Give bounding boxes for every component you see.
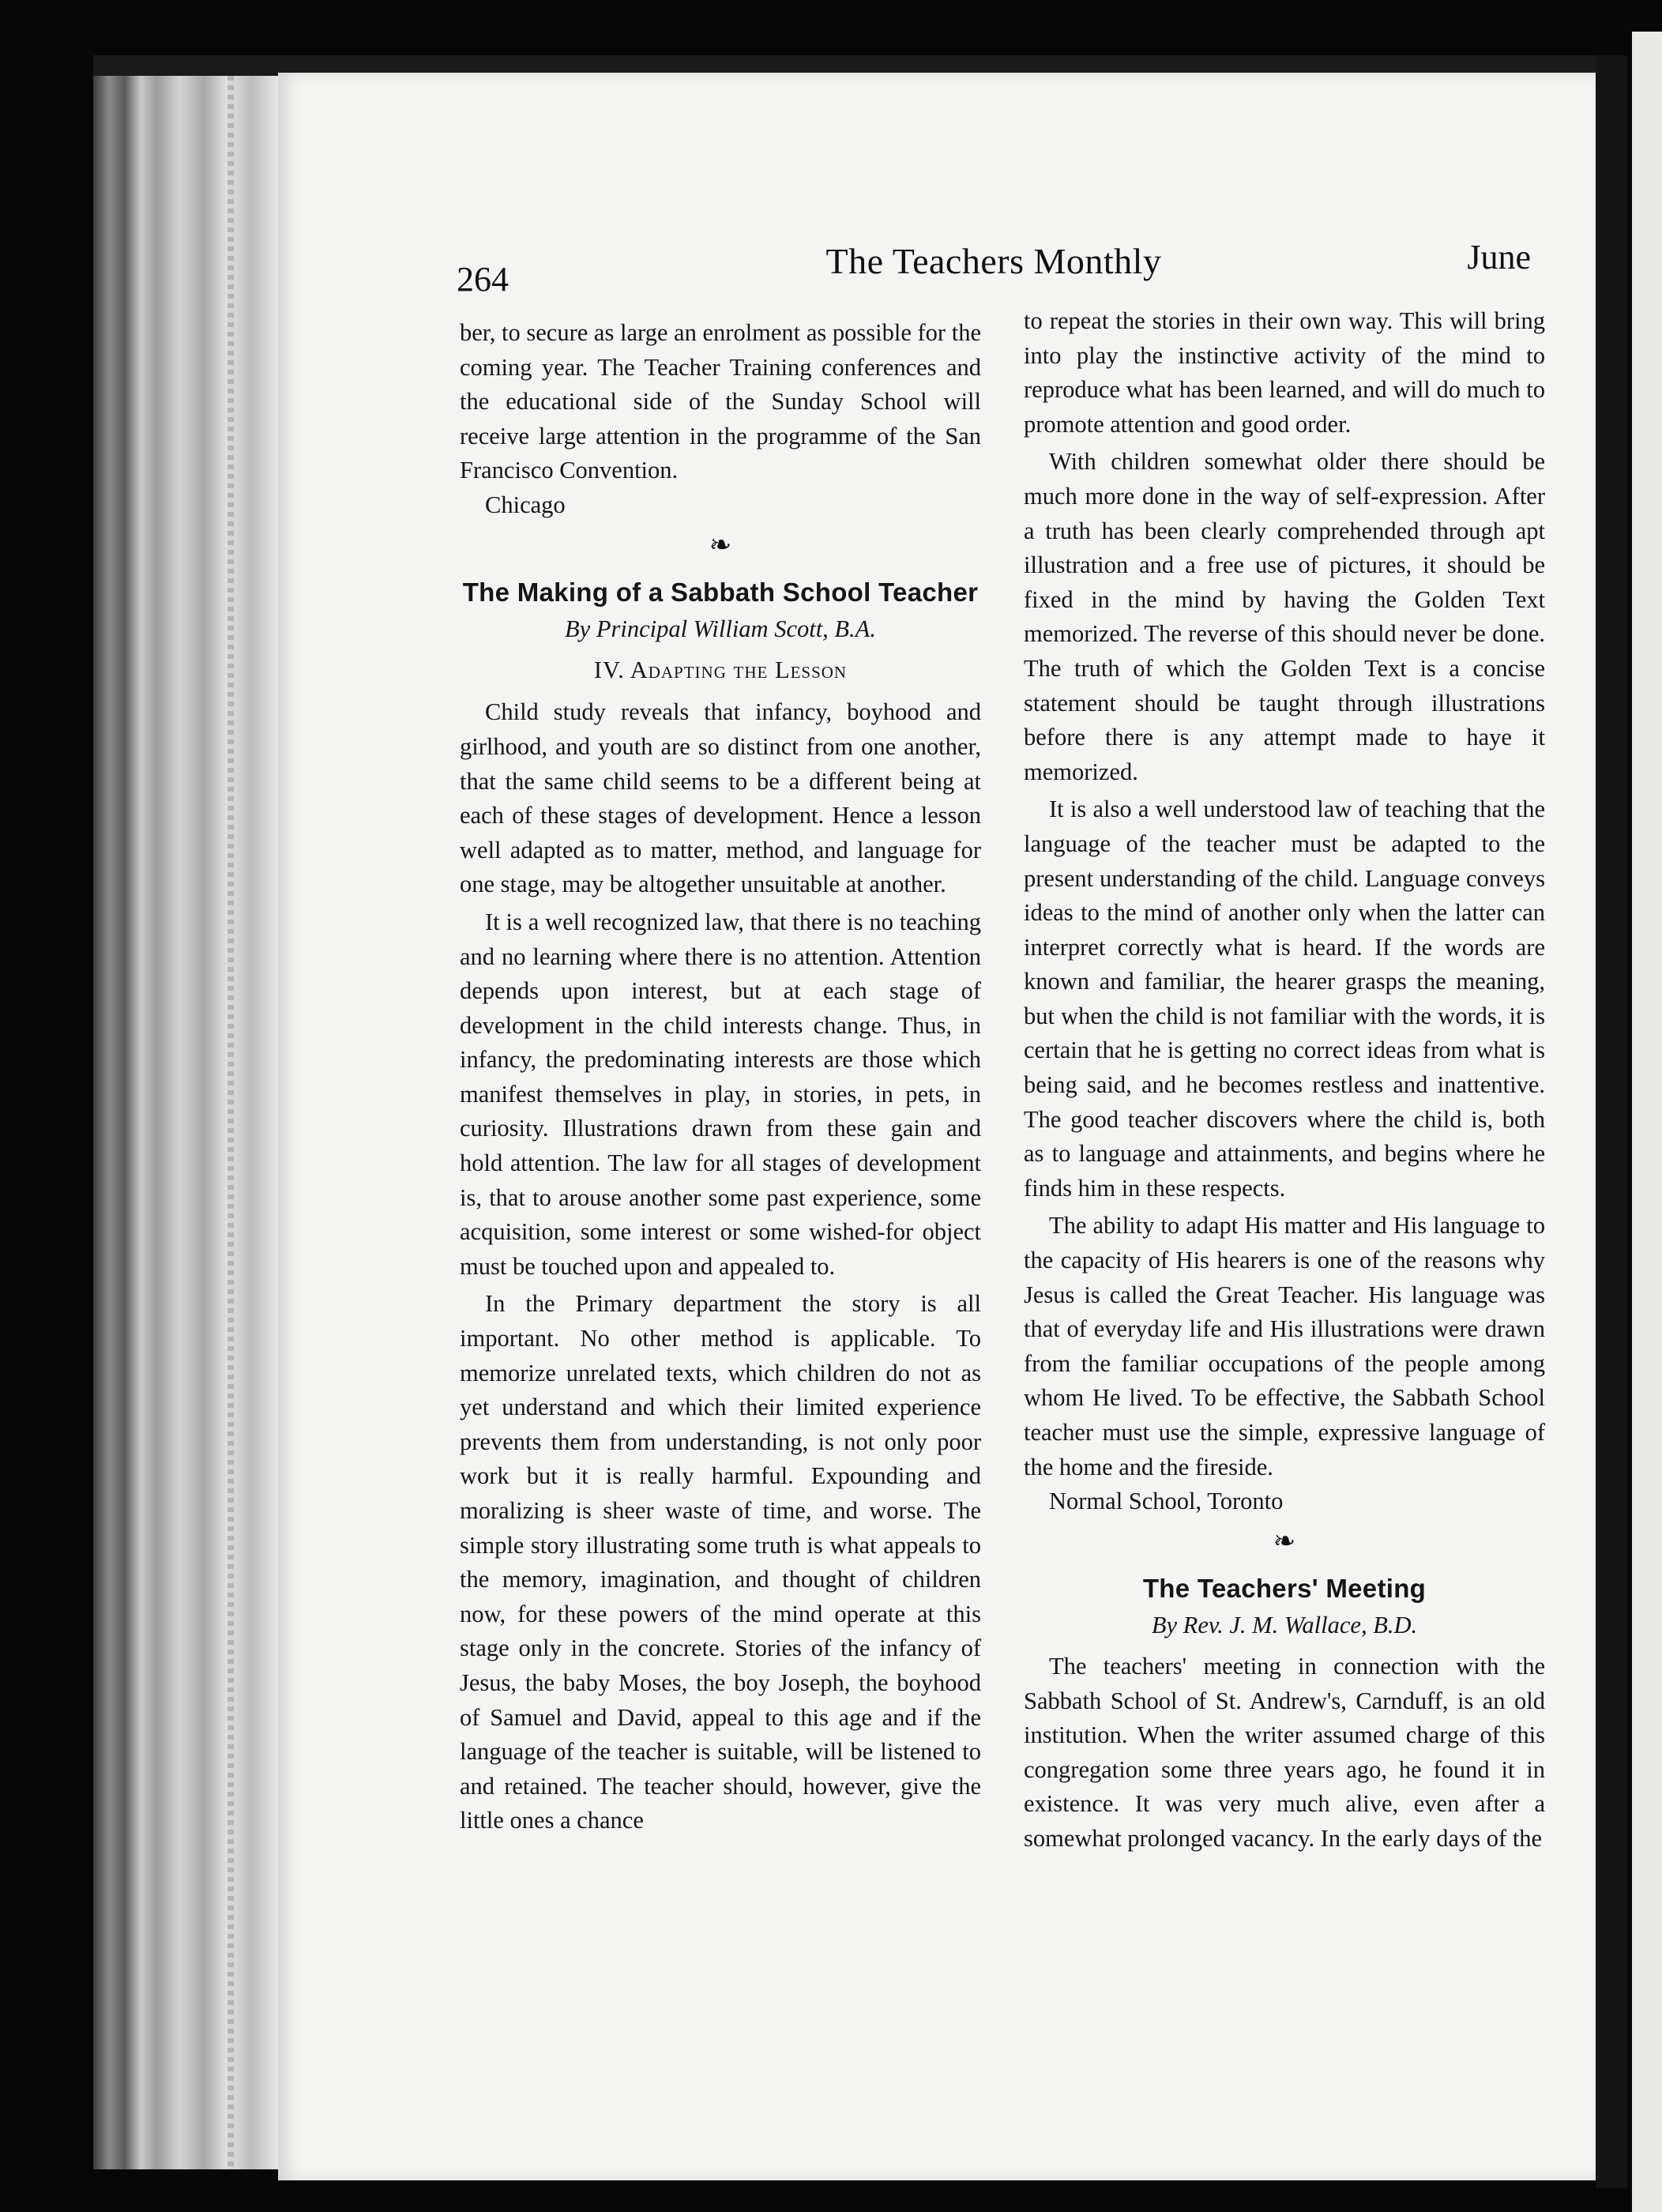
body-paragraph: The ability to adapt His matter and His language to the capacity of His hearers is one of the reasons why Jesus is called the Great Teacher. His language was that of everyday life and His illustrations were drawn from the familiar occupations of the people among whom He lived. To be effective, the Sabbath School teacher must use the simple, expressive language of the home and the fireside. bbox=[1024, 1212, 1545, 1480]
issue-month: June bbox=[1467, 238, 1531, 276]
article-byline: By Principal William Scott, B.A. bbox=[565, 615, 876, 643]
body-paragraph: The teachers' meeting in connection with the Sabbath School of St. Andrew's, Carnduff, is an old institution. When the writer assumed charge of this congregation some three years ago, he found it in existence. It was very much alive, even after a somewhat prolonged vacancy. In the early days of the bbox=[1024, 1652, 1545, 1852]
article-title: The Making of a Sabbath School Teacher bbox=[462, 577, 979, 607]
page-number: 264 bbox=[457, 260, 509, 299]
book-gutter-right bbox=[1596, 55, 1627, 2188]
section-heading: IV. Adapting the Lesson bbox=[593, 656, 848, 683]
article-title: The Teachers' Meeting bbox=[1142, 1573, 1427, 1603]
dateline-place: Normal School, Toronto bbox=[1049, 1488, 1284, 1515]
body-paragraph: It is a well recognized law, that there is no teaching and no learning where there is no attention. Attention depends upon interest, but at each stage of development in the child interests change. Thus, in infancy, the predominating interests are those which manifest themselves in play, in stories, in pets, in curiosity. Illustrations drawn from these gain and hold attention. The law for all stages of development is, that to arouse another some past experience, some acquisition, some interest or some wished-for object must be touched upon and appealed to. bbox=[460, 908, 981, 1280]
dateline-place: Chicago bbox=[485, 491, 566, 518]
running-head bbox=[457, 237, 1531, 300]
fleuron-ornament: ❧ bbox=[709, 530, 732, 560]
body-paragraph: In the Primary department the story is all important. No other method is applicable. To memorize unrelated texts, which children do not as yet understand and which their limited experience prevents them from understanding, is not only poor work but it is really harmful. Expounding and moralizing is sheer waste of time, and worse. The simple story illustrating some truth is what appeals to the memory, imagination, and thought of children now, for these powers of the mind operate at this stage only in the concrete. Stories of the infancy of Jesus, the baby Moses, the boy Joseph, the boyhood of Samuel and David, appeal to this age and if the language of the teacher is suitable, will be listened to and retained. The teacher should, however, give the little ones a chance bbox=[460, 1290, 981, 1834]
article-byline: By Rev. J. M. Wallace, B.D. bbox=[1151, 1612, 1418, 1639]
journal-title: The Teachers Monthly bbox=[825, 241, 1162, 281]
left-column bbox=[460, 316, 981, 1838]
body-paragraph: With children somewhat older there should be much more done in the way of self-expression. After a truth has been clearly comprehended through apt illustration and a free use of pictures, it should be fixed in the mind by having the Golden Text memorized. The reverse of this should never be done. The truth of which the Golden Text is a concise statement should be taught through illustrations before there is any attempt made to haye it memorized. bbox=[1024, 448, 1545, 785]
body-paragraph: Child study reveals that infancy, boyhood and girlhood, and youth are so distinct from one another, that the same child seems to be a different being at each of these stages of development. Hence a lesson well adapted as to matter, method, and language for one stage, may be altogether unsuitable at another. bbox=[460, 698, 981, 898]
right-column bbox=[1024, 304, 1545, 1856]
continued-paragraph: to repeat the stories in their own way. This will bring into play the instinctive activity of the mind to reproduce what has been learned, and will do much to promote attention and good order. bbox=[1024, 307, 1545, 438]
fleuron-ornament: ❧ bbox=[1273, 1526, 1296, 1556]
body-paragraph: It is also a well understood law of teaching that the language of the teacher must be adapted to the present understanding of the child. Language conveys ideas to the mind of another only when the latter can interpret correctly what is heard. If the words are known and familiar, the hearer grasps the meaning, but when the child is not familiar with the words, it is certain that he is getting no correct ideas from what is being said, and he becomes restless and inattentive. The good teacher discovers where the child is, both as to language and attainments, and begins where he finds him in these respects. bbox=[1024, 796, 1545, 1202]
adjacent-page-sliver bbox=[1632, 32, 1662, 2212]
book-page-edges bbox=[93, 76, 283, 2169]
continued-paragraph: ber, to secure as large an enrolment as possible for the coming year. The Teacher Training conferences and the educational side of the Sunday School will receive large attention in the programme of the San Francisco Convention. bbox=[460, 319, 981, 484]
